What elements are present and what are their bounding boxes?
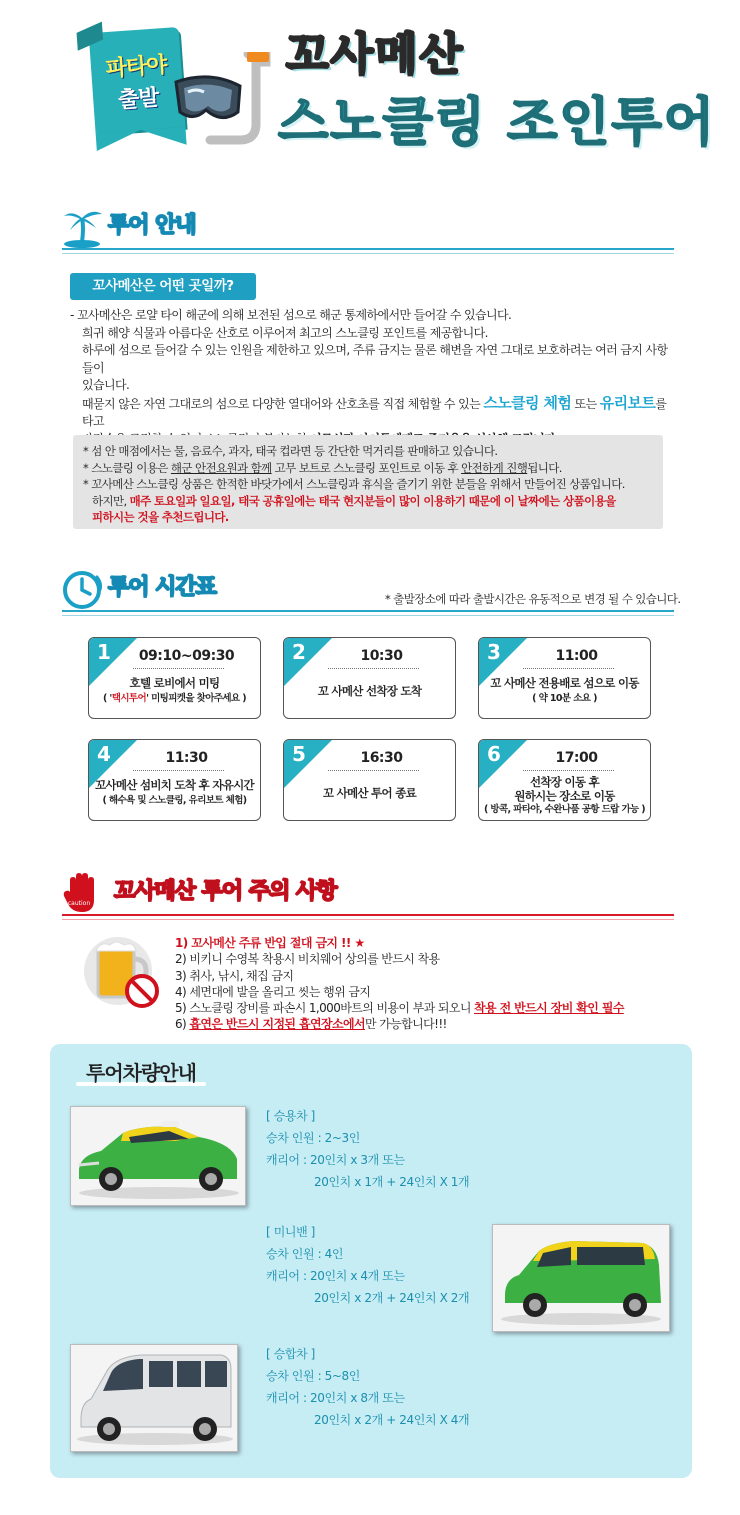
question-pill: 꼬사메산은 어떤 곳일까?	[70, 273, 256, 300]
caution-title: 꼬사메산 투어 주의 사항	[114, 879, 337, 904]
description-text: 때묻지 않은 자연 그대로의 섬으로 다양한 열대어와 산호초를 직접 체험할 수 있는	[82, 396, 484, 411]
step-note: ( 해수욕 및 스노클링, 유리보트 체험)	[102, 795, 247, 806]
card-divider	[523, 668, 614, 669]
caution-rules	[175, 935, 624, 1033]
step-description	[288, 684, 451, 699]
section-divider-thin	[62, 253, 674, 254]
caution-section-header	[62, 872, 674, 916]
rule-item: 3) 취사, 낚시, 채집 금지	[175, 968, 294, 983]
schedule-card	[283, 637, 456, 719]
sedan-spec	[266, 1105, 469, 1193]
card-divider	[328, 770, 419, 771]
notice-line	[83, 493, 653, 510]
notice-underline: 안전하게 진행	[461, 460, 528, 475]
step-text: 원하시는 장소로 이동	[514, 789, 615, 803]
step-text: 꼬 사메산 투어 종료	[322, 786, 417, 800]
step-note-highlight: 택시투어	[111, 693, 147, 704]
no-beer-icon	[80, 935, 166, 1011]
tour-info-section-header	[62, 206, 674, 250]
step-number: 2	[292, 640, 306, 664]
section-divider	[62, 610, 674, 612]
sedan-photo	[70, 1106, 246, 1206]
step-text: 호텔 로비에서 미팅	[129, 676, 220, 690]
card-divider	[133, 668, 224, 669]
step-note-text: ' 미팅피켓을 찾아주세요 )	[146, 693, 247, 704]
palm-tree-icon	[62, 206, 106, 248]
vehicle-carrier-alt: 20인치 x 2개 + 24인치 X 4개	[314, 1413, 470, 1427]
rule-item	[175, 1016, 624, 1032]
flag-line-2: 출발	[117, 85, 160, 114]
step-number: 1	[97, 640, 111, 664]
card-divider	[133, 770, 224, 771]
section-divider	[62, 248, 674, 250]
section-divider-thin	[62, 919, 674, 920]
schedule-card	[88, 637, 261, 719]
notice-line: * 섬 안 매점에서는 물, 음료수, 과자, 태국 컵라면 등 간단한 먹거리를 판매하고 있습니다.	[83, 444, 498, 458]
step-number: 3	[487, 640, 501, 664]
flag-line-1: 파타야	[104, 52, 168, 83]
vehicle-title: 투어차량안내	[86, 1061, 196, 1085]
vehicle-carrier: 캐리어 : 20인치 x 4개 또는	[266, 1269, 405, 1283]
card-divider	[523, 770, 614, 771]
step-number: 6	[487, 742, 501, 766]
vehicle-carrier-alt: 20인치 x 2개 + 24인치 X 2개	[314, 1291, 470, 1305]
step-description	[93, 778, 256, 808]
vehicle-capacity: 승차 인원 : 4인	[266, 1247, 344, 1261]
step-time: 10:30	[360, 648, 403, 664]
caution-hand-icon	[62, 872, 104, 918]
caution-icon-label: caution	[67, 900, 91, 907]
step-note: ( 약 10분 소요 )	[532, 693, 597, 704]
vehicle-capacity: 승차 인원 : 2~3인	[266, 1131, 360, 1145]
vehicle-type: [ 승합차 ]	[266, 1347, 315, 1361]
notice-warning: 매주 토요일과 일요일, 태국 공휴일에는 태국 현지분들이 많이 이용하기 때문에 이 날짜에는 상품이용을	[129, 493, 616, 508]
step-number: 4	[97, 742, 111, 766]
minivan-spec	[266, 1221, 469, 1309]
step-text: 선착장 이동 후	[529, 775, 600, 789]
title-line-2: 스노클링 조인투어	[278, 93, 716, 153]
rule-text: 6)	[175, 1017, 190, 1032]
rule-warning: 흡연은 반드시 지정된 흡연장소에서	[189, 1017, 365, 1032]
vehicle-type: [ 미니밴 ]	[266, 1225, 315, 1239]
notice-line	[83, 509, 653, 526]
step-time: 16:30	[360, 750, 403, 766]
notice-text: * 스노클링 이용은	[83, 460, 171, 475]
schedule-title: 투어 시간표	[108, 575, 216, 600]
description-line: 하루에 섬으로 들어갈 수 있는 인원을 제한하고 있으며, 주류 금지는 물론 해변을 자연 그대로 보호하려는 여러 금지 사항들이	[82, 343, 668, 375]
vehicle-capacity: 승차 인원 : 5~8인	[266, 1369, 360, 1383]
step-note	[93, 691, 256, 706]
schedule-note: * 출발장소에 따라 출발시간은 유동적으로 변경 될 수 있습니다.	[385, 592, 681, 606]
rule-item: 2) 비키니 수영복 착용시 비치웨어 상의를 반드시 착용	[175, 952, 440, 967]
notice-underline: 해군 안전요원과 함께	[170, 460, 272, 475]
step-description	[483, 676, 646, 706]
tour-info-title: 투어 안내	[108, 213, 196, 238]
step-text: 꼬 사메산 선착장 도착	[317, 684, 422, 698]
notice-line: * 꼬사메산 스노클링 상품은 한적한 바닷가에서 스노클링과 휴식을 즐기기 위한 분들을 위해서 만들어진 상품입니다.	[83, 477, 625, 491]
highlight-snorkeling: 스노클링 체험	[483, 393, 572, 412]
step-text: 꼬사메산 섬비치 도착 후 자유시간	[95, 778, 254, 792]
tour-description	[70, 307, 670, 448]
schedule-card	[283, 739, 456, 821]
rule-text: 만 가능합니다!!!	[364, 1017, 447, 1032]
step-description	[288, 786, 451, 801]
clock-icon	[62, 568, 102, 610]
step-number: 5	[292, 742, 306, 766]
step-note: ( 방콕, 파타야, 수완나품 공항 드랍 가능 )	[483, 804, 646, 815]
rule-item: 4) 세면대에 발을 올리고 씻는 행위 금지	[175, 984, 371, 999]
notice-text: 하지만,	[92, 493, 130, 508]
step-time: 09:10~09:30	[138, 648, 235, 664]
rule-item: 1) 꼬사메산 주류 반입 절대 금지 !! ★	[175, 936, 365, 950]
notice-text: 됩니다.	[527, 460, 562, 475]
taxi-minivan-icon	[493, 1225, 669, 1331]
notice-text: 고무 보트로 스노클링 포인트로 이동 후	[271, 460, 462, 475]
vehicle-carrier: 캐리어 : 20인치 x 8개 또는	[266, 1391, 405, 1405]
page-header	[0, 0, 740, 170]
highlight-glass-boat: 유리보트	[599, 393, 656, 412]
van-spec	[266, 1343, 469, 1431]
description-line	[70, 395, 670, 431]
step-time: 17:00	[555, 750, 598, 766]
step-description	[483, 775, 646, 817]
description-text: 를 타고	[82, 396, 667, 428]
vehicle-type: [ 승용차 ]	[266, 1109, 315, 1123]
passenger-van-icon	[71, 1345, 237, 1451]
minivan-photo	[492, 1224, 670, 1332]
schedule-card	[88, 739, 261, 821]
title-line-1: 꼬사메산	[286, 29, 465, 80]
section-divider-thin	[62, 615, 674, 616]
notice-box	[73, 435, 663, 529]
description-line: - 꼬사메산은 로얄 타이 해군에 의해 보전된 섬으로 해군 통제하에서만 들어갈 수 있습니다.	[70, 308, 512, 322]
rule-item	[175, 1000, 624, 1016]
vehicle-carrier: 캐리어 : 20인치 x 3개 또는	[266, 1153, 405, 1167]
taxi-car-icon	[71, 1107, 245, 1205]
vehicle-carrier-alt: 20인치 x 1개 + 24인치 X 1개	[314, 1175, 470, 1189]
snorkel-mask-icon	[170, 52, 280, 147]
card-divider	[328, 668, 419, 669]
schedule-card	[478, 637, 651, 719]
van-photo	[70, 1344, 238, 1452]
notice-warning: 피하시는 것을 추천드립니다.	[92, 510, 229, 524]
step-text: 꼬 사메산 전용배로 섬으로 이동	[490, 676, 639, 690]
step-note-text: ( '	[102, 693, 112, 704]
step-description	[93, 676, 256, 706]
description-line: 희귀 해양 식물과 아름다운 산호로 이루어져 최고의 스노클링 포인트를 제공합니다.	[82, 325, 488, 340]
step-time: 11:00	[555, 648, 598, 664]
notice-line	[83, 460, 653, 477]
rule-warning: 착용 전 반드시 장비 확인 필수	[474, 1001, 624, 1016]
schedule-card	[478, 739, 651, 821]
section-divider	[62, 914, 674, 916]
step-time: 11:30	[165, 750, 208, 766]
description-line: 있습니다.	[82, 378, 130, 392]
description-text: 또는	[571, 396, 600, 411]
rule-text: 5) 스노클링 장비를 파손시 1,000바트의 비용이 부과 되오니	[175, 1001, 475, 1016]
